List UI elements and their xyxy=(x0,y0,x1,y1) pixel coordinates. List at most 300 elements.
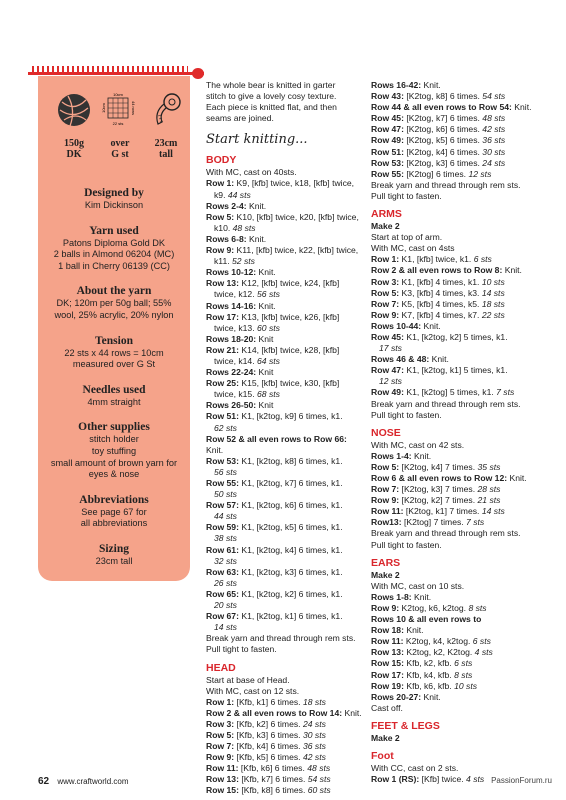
row-label: Rows 6-8: xyxy=(206,233,247,244)
section-heading: EARS xyxy=(371,556,401,569)
pattern-row xyxy=(371,636,536,647)
row-label: Row 13: xyxy=(206,774,239,785)
pattern-line xyxy=(371,570,536,581)
section-heading: HEAD xyxy=(206,661,236,674)
stitch-count: 28 sts xyxy=(477,484,501,495)
row-label: Row 61: xyxy=(206,544,239,555)
row-text: Knit. xyxy=(421,320,441,331)
row-text: Knit. xyxy=(246,200,267,211)
row-label: Row 19: xyxy=(371,680,404,691)
row-text: K2tog, k2, K2tog. xyxy=(403,647,475,658)
pattern-row xyxy=(371,658,536,669)
row-text: Knit. xyxy=(411,591,432,602)
intro-text xyxy=(206,80,364,124)
section-line: stitch holder xyxy=(89,434,139,445)
row-label: Rows 1-4: xyxy=(371,450,412,461)
sidebar-section xyxy=(42,493,186,530)
pattern-line xyxy=(206,423,364,434)
pattern-line xyxy=(206,190,364,201)
row-text: K1, [k2tog, k8] 6 times, k1. xyxy=(238,455,343,466)
pattern-line xyxy=(371,180,536,191)
stitch-count: 18 sts xyxy=(481,298,505,309)
row-text: [Kfb] twice. xyxy=(419,774,467,785)
pattern-row xyxy=(371,681,536,692)
swatch-height-label: 10cm xyxy=(101,103,106,113)
stitch-count: 10 sts xyxy=(454,680,478,691)
row-label: Row 45: xyxy=(371,331,404,342)
stitch-count: 48 sts xyxy=(232,222,256,233)
row-text: Knit. xyxy=(421,691,441,702)
stitch-count: 10 sts xyxy=(481,276,505,287)
stitch-count: 21 sts xyxy=(477,495,501,506)
row-text: [K2tog] 6 times. xyxy=(403,168,469,179)
stitch-count: 44 sts xyxy=(214,511,237,522)
stats-icons xyxy=(42,76,186,186)
row-label: Row 2 & all even rows to Row 8: xyxy=(371,265,503,276)
row-text: [Kfb, k6] 6 times. xyxy=(238,763,308,774)
row-label: Rows 46 & 48: xyxy=(371,354,430,365)
pattern-column-2 xyxy=(371,80,536,785)
row-text: Break yarn and thread through rem sts. xyxy=(371,179,521,190)
row-label: Row 3: xyxy=(371,276,400,287)
row-text: Pull tight to fasten. xyxy=(371,539,442,550)
stitch-count: 24 sts xyxy=(482,157,506,168)
page-footer xyxy=(38,776,128,787)
row-text: Start at top of arm. xyxy=(371,232,443,243)
pattern-row xyxy=(371,484,536,495)
pattern-row xyxy=(206,567,364,578)
row-text: K1, [k2tog, k1] 5 times, k1. xyxy=(403,365,508,376)
stitch-count: 14 sts xyxy=(214,622,237,633)
row-label: Rows 18-20: xyxy=(206,333,257,344)
page-number: 62 xyxy=(38,776,50,787)
row-text: K1, [k2tog, k2] 6 times, k1. xyxy=(238,588,343,599)
row-label: Row 63: xyxy=(206,566,239,577)
row-text: K1, [k2tog, k4] 6 times, k1. xyxy=(238,544,343,555)
pattern-row xyxy=(371,135,536,146)
row-text: [Kfb, k7] 6 times. xyxy=(238,774,308,785)
row-label: Row 9: xyxy=(371,495,400,506)
row-label: Row 25: xyxy=(206,378,239,389)
stitch-count: 54 sts xyxy=(307,774,331,785)
pattern-row xyxy=(371,113,536,124)
pattern-line xyxy=(371,232,536,243)
row-label: Row 11: xyxy=(371,636,404,647)
row-label: Row 65: xyxy=(206,588,239,599)
pattern-row xyxy=(371,80,536,91)
sidebar-section xyxy=(42,186,186,212)
stitch-count: 20 sts xyxy=(214,600,237,611)
row-text: Knit. xyxy=(246,233,267,244)
pattern-line xyxy=(371,581,536,592)
section-line: small amount of brown yarn for xyxy=(50,457,178,468)
stitch-count: 30 sts xyxy=(302,729,326,740)
pattern-row xyxy=(371,517,536,528)
section-title: Yarn used xyxy=(89,224,139,237)
row-label: Rows 22-24: xyxy=(206,367,257,378)
row-text: K2tog, k4, k2tog. xyxy=(403,636,473,647)
pattern-row xyxy=(206,267,364,278)
pattern-line xyxy=(206,167,364,178)
row-text: twice, k12. xyxy=(214,289,257,300)
sidebar-section xyxy=(42,334,186,371)
row-label: Row 45: xyxy=(371,113,404,124)
pattern-row xyxy=(206,589,364,600)
sidebar-section xyxy=(42,542,186,568)
stitch-count: 36 sts xyxy=(302,741,326,752)
pattern-row xyxy=(371,158,536,169)
row-label: Row 15: xyxy=(371,658,404,669)
pattern-row xyxy=(206,234,364,245)
stitch-count: 30 sts xyxy=(482,146,506,157)
pattern-line xyxy=(371,528,536,539)
row-text: Kfb, k4, kfb. xyxy=(403,669,455,680)
pattern-row xyxy=(371,592,536,603)
row-text: Cast off. xyxy=(371,702,403,713)
pattern-line xyxy=(206,489,364,500)
site-url[interactable]: www.craftworld.com xyxy=(57,777,129,786)
row-label: Rows 2-4: xyxy=(206,200,247,211)
row-text: [K2tog, k7] 6 times. xyxy=(403,113,483,124)
row-label: Row 5: xyxy=(371,287,400,298)
stitch-count: 14 sts xyxy=(481,506,505,517)
row-text: Knit. xyxy=(342,707,362,718)
row-text: [Kfb, k3] 6 times. xyxy=(234,729,303,740)
row-text: Knit xyxy=(256,400,274,411)
row-label: Row 43: xyxy=(371,91,404,102)
row-label: Make 2 xyxy=(371,221,400,232)
stitch-count: 12 sts xyxy=(379,376,402,387)
pattern-line xyxy=(371,540,536,551)
row-text: Start at base of Head. xyxy=(206,674,290,685)
row-text: [K2tog, k4] 7 times. xyxy=(399,461,478,472)
pattern-row xyxy=(206,545,364,556)
row-label: Row 1: xyxy=(371,254,400,265)
pattern-line xyxy=(206,633,364,644)
row-text: Knit. xyxy=(502,265,522,276)
pattern-row xyxy=(371,692,536,703)
row-label: Rows 14-16: xyxy=(206,300,257,311)
row-text: K14, [kfb] twice, k28, [kfb] xyxy=(238,344,340,355)
pattern-column-1 xyxy=(206,80,364,797)
stitch-count: 44 sts xyxy=(227,189,251,200)
row-label: Row 13: xyxy=(206,278,239,289)
row-text: K15, [kfb] twice, k30, [kfb] xyxy=(238,378,340,389)
row-text: K12, [kfb] twice, k24, [kfb] xyxy=(238,278,340,289)
row-text: With MC, cast on 42 sts. xyxy=(371,439,465,450)
stitch-count: 7 sts xyxy=(496,387,515,398)
row-label: Row 1: xyxy=(206,178,235,189)
pattern-line xyxy=(371,703,536,714)
section-heading: FEET & LEGS xyxy=(371,719,440,732)
stitch-count: 35 sts xyxy=(477,461,501,472)
pattern-row xyxy=(206,719,364,730)
stitch-count: 7 sts xyxy=(466,517,485,528)
row-label: Row 11: xyxy=(371,506,404,517)
row-label: Rows 20-27: xyxy=(371,691,422,702)
pattern-row xyxy=(371,332,536,343)
stitch-count: 48 sts xyxy=(482,113,506,124)
row-text: K1, [k2tog, k9] 6 times, k1. xyxy=(238,411,343,422)
section-title: Abbreviations xyxy=(79,493,149,506)
row-text: [Kfb, k4] 6 times. xyxy=(234,741,303,752)
pattern-row xyxy=(371,451,536,462)
sidebar-sections xyxy=(42,186,186,568)
row-text: Knit xyxy=(256,367,274,378)
row-text: K1, [k2tog, k3] 6 times, k1. xyxy=(238,566,343,577)
row-label: Row 5: xyxy=(371,461,400,472)
stitch-count: 56 sts xyxy=(257,289,280,300)
pattern-row xyxy=(371,614,536,625)
stitch-count: 22 sts xyxy=(481,309,505,320)
pattern-row xyxy=(371,321,536,332)
info-sidebar xyxy=(38,76,190,581)
pattern-line xyxy=(206,323,364,334)
section-line: 1 ball in Cherry 06139 (CC) xyxy=(58,260,170,271)
sidebar-section xyxy=(42,383,186,409)
row-label: Rows 16-42: xyxy=(371,80,422,90)
section-line: 22 sts x 44 rows = 10cm xyxy=(64,347,164,358)
sub-heading: Foot xyxy=(371,749,394,762)
pattern-line xyxy=(206,511,364,522)
row-label: Row 47: xyxy=(371,365,404,376)
stitch-count: 8 sts xyxy=(454,669,473,680)
row-text: With MC, cast on 10 sts. xyxy=(371,580,465,591)
stitch-count: 6 sts xyxy=(473,254,492,265)
row-label: Row 3: xyxy=(206,718,235,729)
pattern-row xyxy=(371,265,536,276)
row-text: With MC, cast on 12 sts. xyxy=(206,685,300,696)
row-text: [K2tog, k3] 6 times. xyxy=(403,157,483,168)
row-label: Row 53: xyxy=(371,157,404,168)
row-label: Row 44 & all even rows to Row 54: xyxy=(371,102,512,113)
pattern-row xyxy=(371,277,536,288)
pattern-row xyxy=(371,147,536,158)
row-label: Row 55: xyxy=(371,168,404,179)
pattern-row xyxy=(371,473,536,484)
section-title: Needles used xyxy=(82,383,146,396)
row-label: Row 57: xyxy=(206,500,239,511)
row-text: Pull tight to fasten. xyxy=(371,409,442,420)
row-label: Rows 10-12: xyxy=(206,267,257,278)
row-label: Rows 10 & all even rows to xyxy=(371,614,482,625)
body-head-instructions xyxy=(206,154,364,796)
pattern-row xyxy=(371,387,536,398)
row-label: Rows 10-44: xyxy=(371,320,422,331)
row-text: [K2tog, k5] 6 times. xyxy=(403,135,483,146)
pattern-row xyxy=(206,697,364,708)
pattern-line xyxy=(371,221,536,232)
row-label: Row13: xyxy=(371,517,402,528)
section-line: Patons Diploma Gold DK xyxy=(62,237,166,248)
intro-line: The whole bear is knitted in garter xyxy=(206,80,336,90)
pattern-row xyxy=(206,752,364,763)
pattern-row xyxy=(371,462,536,473)
row-text: [Kfb, k2] 6 times. xyxy=(234,718,303,729)
row-text: Knit. xyxy=(429,354,449,365)
row-label: Row 11: xyxy=(206,763,239,774)
row-label: Row 1 (RS): xyxy=(371,774,420,785)
section-line: See page 67 for xyxy=(81,506,147,517)
stitch-count: 14 sts xyxy=(481,287,505,298)
pattern-row xyxy=(371,354,536,365)
pattern-row xyxy=(371,647,536,658)
row-label: Row 9: xyxy=(206,245,235,256)
needle-cap-decoration xyxy=(192,68,204,79)
pattern-line xyxy=(206,686,364,697)
row-text: [Kfb, k1] 6 times. xyxy=(234,696,303,707)
row-label: Row 17: xyxy=(206,311,239,322)
pattern-row xyxy=(206,378,364,389)
row-text: K1, [kfb] twice, k1. xyxy=(399,254,474,265)
stitch-count: 62 sts xyxy=(214,422,237,433)
row-text: [K2tog, k2] 7 times. xyxy=(399,495,478,506)
pattern-line xyxy=(206,556,364,567)
row-text: K9, [kfb] twice, k18, [kfb] twice, xyxy=(234,178,355,189)
pattern-row xyxy=(206,212,364,223)
row-text: K1, [kfb] 4 times, k1. xyxy=(399,276,482,287)
pattern-line xyxy=(371,733,536,744)
row-text: K2tog, k6, k2tog. xyxy=(399,602,469,613)
swatch-sts-label: 22 sts xyxy=(112,121,124,126)
row-label: Row 51: xyxy=(371,146,404,157)
stitch-count: 36 sts xyxy=(482,135,506,146)
pattern-row xyxy=(206,400,364,411)
pattern-row xyxy=(206,763,364,774)
row-label: Row 7: xyxy=(371,484,400,495)
row-text: K7, [kfb] 4 times, k7. xyxy=(399,309,482,320)
row-label: Row 5: xyxy=(206,729,235,740)
row-label: Row 55: xyxy=(206,478,239,488)
row-text: twice, k15. xyxy=(214,389,257,400)
row-text: Break yarn and thread through rem sts. xyxy=(371,398,521,409)
row-text: twice, k13. xyxy=(214,322,257,333)
pattern-row xyxy=(206,500,364,511)
row-text: K1, [k2tog, k1] 6 times, k1. xyxy=(238,611,343,622)
section-title: Other supplies xyxy=(78,421,150,434)
row-text: k11. xyxy=(214,256,232,267)
row-text: [Kfb, k5] 6 times. xyxy=(234,752,303,763)
row-text: With MC, cast on 4sts xyxy=(371,243,455,254)
pattern-row xyxy=(371,670,536,681)
pattern-line xyxy=(206,223,364,234)
row-label: Row 9: xyxy=(371,309,400,320)
pattern-line xyxy=(371,440,536,451)
pattern-row xyxy=(371,288,536,299)
stitch-count: 17 sts xyxy=(379,343,402,354)
row-text: Knit. xyxy=(511,102,532,113)
row-text: Pull tight to fasten. xyxy=(371,190,442,201)
pattern-row xyxy=(206,278,364,289)
row-text: K1, [k2tog, k5] 6 times, k1. xyxy=(238,522,343,533)
yarn-ball-icon xyxy=(56,92,92,128)
row-label: Row 51: xyxy=(206,411,239,422)
row-text: K1, [k2tog] 5 times, k1. xyxy=(403,387,497,398)
row-text: K1, [k2tog, k2] 5 times, k1. xyxy=(403,331,508,342)
row-label: Row 7: xyxy=(206,741,235,752)
section-heading: NOSE xyxy=(371,426,401,439)
row-label: Row 21: xyxy=(206,344,239,355)
stitch-count: 4 sts xyxy=(474,647,493,658)
stitch-count: 52 sts xyxy=(232,256,255,267)
row-label: Row 13: xyxy=(371,647,404,658)
row-text: Kfb, k2, kfb. xyxy=(403,658,455,669)
pattern-row xyxy=(206,456,364,467)
knitting-needle-decoration xyxy=(28,72,204,75)
row-text: Break yarn and thread through rem sts. xyxy=(371,528,521,539)
row-label: Row 9: xyxy=(371,602,400,613)
sidebar-section xyxy=(42,420,186,480)
pattern-line xyxy=(371,376,536,387)
tension-swatch-icon xyxy=(100,92,140,128)
sidebar-section xyxy=(42,224,186,273)
row-label: Rows 26-50: xyxy=(206,400,257,411)
section-line: Kim Dickinson xyxy=(84,200,144,210)
arms-nose-ears-feet-instructions xyxy=(371,80,536,785)
pattern-row xyxy=(371,365,536,376)
pattern-row xyxy=(206,522,364,533)
row-text: K10, [kfb] twice, k20, [kfb] twice, xyxy=(234,211,359,222)
pattern-line xyxy=(206,600,364,611)
pattern-line xyxy=(206,289,364,300)
row-label: Row 6 & all even rows to Row 12: xyxy=(371,473,508,483)
stitch-count: 50 sts xyxy=(214,489,237,500)
pattern-row xyxy=(206,434,364,456)
section-line: 4mm straight xyxy=(87,396,141,407)
section-line: eyes & nose xyxy=(88,469,140,480)
pattern-line xyxy=(371,343,536,354)
row-text: Break yarn and thread through rem sts. xyxy=(206,633,356,644)
pattern-row xyxy=(206,345,364,356)
pattern-row xyxy=(206,334,364,345)
pattern-row xyxy=(371,124,536,135)
pattern-row xyxy=(371,169,536,180)
stitch-count: 42 sts xyxy=(302,752,326,763)
stitch-count: 32 sts xyxy=(214,555,237,566)
pattern-row xyxy=(371,254,536,265)
pattern-line xyxy=(206,467,364,478)
pattern-line xyxy=(206,389,364,400)
row-text: [K2tog] 7 times. xyxy=(401,517,467,528)
section-title: Designed by xyxy=(84,187,144,199)
pattern-row xyxy=(371,102,536,113)
row-label: Row 5: xyxy=(206,211,235,222)
stitch-count: 56 sts xyxy=(214,466,237,477)
section-line: 23cm tall xyxy=(95,555,133,566)
pattern-row xyxy=(206,478,364,489)
pattern-line xyxy=(206,533,364,544)
row-label: Row 49: xyxy=(371,135,404,146)
pattern-row xyxy=(206,774,364,785)
row-label: Row 2 & all even rows to Row 14: xyxy=(206,707,343,718)
row-text: Knit. xyxy=(256,300,276,311)
pattern-row xyxy=(371,310,536,321)
row-label: Row 17: xyxy=(371,669,404,680)
pattern-row xyxy=(206,178,364,189)
pattern-line xyxy=(206,578,364,589)
row-label: Row 9: xyxy=(206,752,235,763)
intro-line: Each piece is knitted flat, and then xyxy=(206,102,337,113)
row-text: K11, [kfb] twice, k22, [kfb] twice, xyxy=(234,245,359,256)
pattern-row xyxy=(371,495,536,506)
pattern-line xyxy=(371,243,536,254)
pattern-line xyxy=(371,410,536,421)
row-text: twice, k14. xyxy=(214,355,257,366)
row-label: Make 2 xyxy=(371,569,400,580)
row-text: Kfb, k6, kfb. xyxy=(403,680,455,691)
row-label: Row 18: xyxy=(371,625,404,636)
pattern-row xyxy=(371,603,536,614)
